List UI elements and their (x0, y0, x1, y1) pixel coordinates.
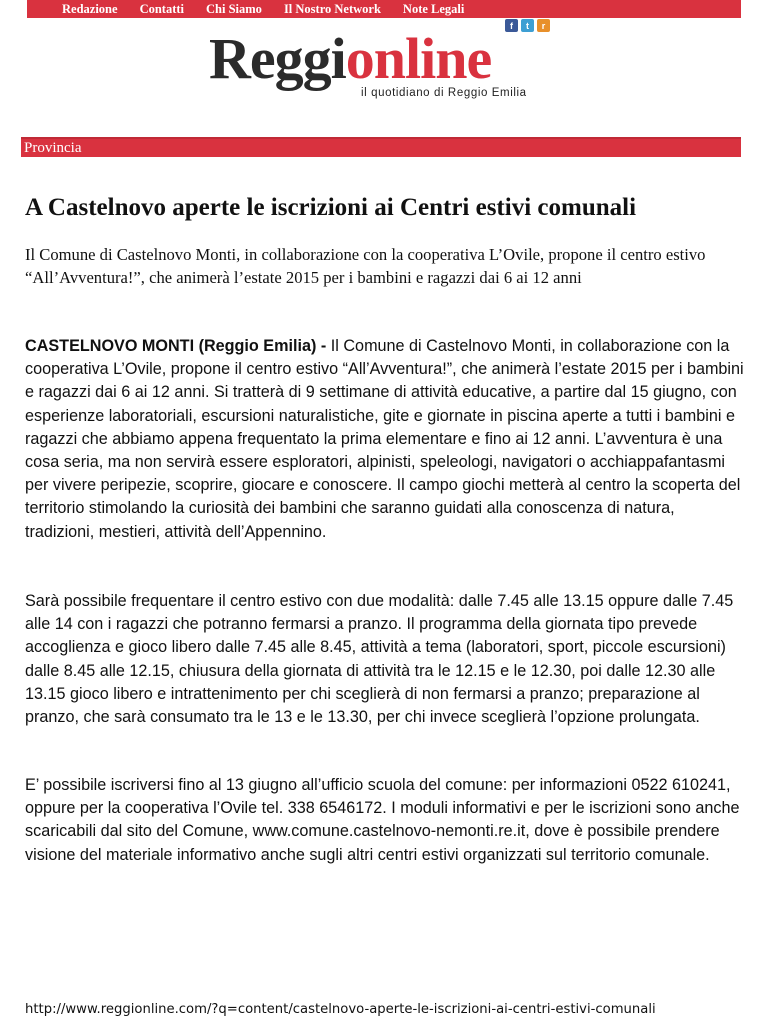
article-paragraph-1-text: Il Comune di Castelnovo Monti, in collaborazione con la cooperativa L’Ovile, propone il centro estivo “All’Avventura!”, che animerà l’estate 2015 per i bambini e ragazzi dai 6 ai 12 anni. Si tratterà di 9 settimane di attività educative, a partire dal 15 giugno, con esperienze laboratoriali, escursioni naturalistiche, gite e giornate in piscina aperte a tutti i bambini e ragazzi che abbiamo appena frequentato la prima elementare e fino ai 12 anni. L’avventura è una cosa seria, ma non servirà essere esploratori, alpinisti, speleologi, navigatori o acchiappafantasmi per vivere peripezie, scoprire, giocare e conoscere. Il campo giochi metterà al centro la scoperta del territorio stimolando la curiosità dei bambini che saranno guidati alla conoscenza di natura, tradizioni, mestieri, attività dell’Appennino. (25, 337, 744, 541)
site-tagline: il quotidiano di Reggio Emilia (361, 87, 527, 99)
article-lead: Il Comune di Castelnovo Monti, in collaborazione con la cooperativa L’Ovile, propone il centro estivo “All’Avventura!”, che animerà l’estate 2015 per i bambini e ragazzi dai 6 ai 12 anni (25, 245, 706, 287)
site-logo[interactable] (209, 26, 569, 91)
nav-link-redazione[interactable]: Redazione (62, 1, 118, 16)
nav-link-note-legali[interactable]: Note Legali (402, 1, 465, 16)
nav-link-chi-siamo[interactable]: Chi Siamo (206, 1, 262, 16)
nav-link-contatti[interactable]: Contatti (139, 1, 185, 16)
rss-icon[interactable]: r (537, 19, 550, 32)
article-paragraph-2: Sarà possibile frequentare il centro estivo con due modalità: dalle 7.45 alle 13.15 oppure dalle 7.45 alle 14 con i ragazzi che potranno fermarsi a pranzo. Il programma della giornata tipo prevede accoglienza e gioco libero dalle 7.45 alle 8.45, attività a tema (laboratori, sport, piccole escursioni) dalle 8.45 alle 12.15, chiusura della giornata di attività tra le 12.15 e le 12.30, poi dalle 12.30 alle 13.15 gioco libero e intrattenimento per chi sceglierà di non fermarsi a pranzo; preparazione al pranzo, che sarà consumato tra le 13 e le 13.30, per chi invece sceglierà l’opzione prolungata. (25, 592, 734, 727)
page-url: http://www.reggionline.com/?q=content/castelnovo-aperte-le-iscrizioni-ai-centri-estivi-comunali (25, 1002, 656, 1017)
nav-link-network[interactable]: Il Nostro Network (283, 1, 381, 16)
article-title: A Castelnovo aperte le iscrizioni ai Centri estivi comunali (25, 194, 637, 221)
article-dateline: CASTELNOVO MONTI (Reggio Emilia) - (25, 337, 327, 355)
section-label[interactable]: Provincia (24, 140, 82, 156)
logo-online: online (345, 26, 492, 91)
top-navigation-bar (27, 0, 741, 18)
twitter-icon[interactable]: t (521, 19, 534, 32)
article-paragraph-3: E’ possibile iscriversi fino al 13 giugno all’ufficio scuola del comune: per informazioni 0522 610241, oppure per la cooperativa l’Ovile tel. 338 6546172. I moduli informativi e per le iscrizioni sono anche scaricabili dal sito del Comune, www.comune.castelnovo-nemonti.re.it, dove è possibile prendere visione del materiale informativo anche sugli altri centri estivi organizzati sul territorio comunale. (25, 776, 740, 864)
facebook-icon[interactable]: f (505, 19, 518, 32)
section-header (21, 137, 741, 157)
logo-reggi: Reggi (209, 26, 346, 91)
article-paragraph-1 (25, 335, 745, 544)
